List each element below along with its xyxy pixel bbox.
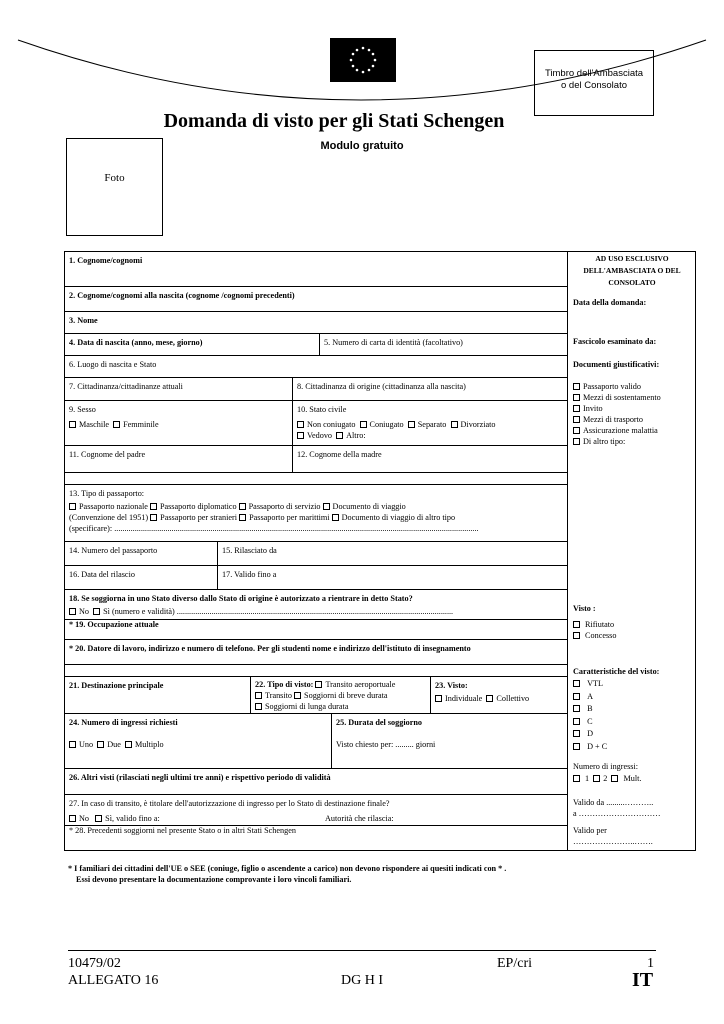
checkbox-icon[interactable] xyxy=(573,680,580,687)
field-23-label: 23. Visto: xyxy=(435,681,468,690)
field-5-label: 5. Numero di carta di identità (facoltativo) xyxy=(324,338,463,347)
checkbox-icon[interactable] xyxy=(573,693,580,700)
field-27-transit xyxy=(64,794,568,826)
entries-one-label: Uno xyxy=(79,740,94,749)
doc-valid-passport-option[interactable] xyxy=(573,381,661,392)
footer-annex: ALLEGATO 16 xyxy=(68,973,159,988)
sex-female-label: Femminile xyxy=(123,420,159,429)
field-19-occupation[interactable] xyxy=(64,619,568,640)
entries-mult-option[interactable] xyxy=(611,774,641,783)
checkbox-icon[interactable] xyxy=(297,421,304,428)
civil-widowed-option[interactable] xyxy=(297,431,332,440)
field-17-valid-until[interactable] xyxy=(217,565,568,590)
checkbox-icon[interactable] xyxy=(95,815,102,822)
sidebar-entries-label: Numero di ingressi: xyxy=(573,762,639,771)
sidebar-valid-for: Valido per xyxy=(573,826,607,835)
field-18-label: 18. Se soggiorna in uno Stato diverso dallo Stato di origine è autorizzato a rientrare in detto Stato? xyxy=(69,594,413,603)
checkbox-icon[interactable] xyxy=(573,383,580,390)
reentry-yes-label: Sì (numero e validità) ....................................................................................................................................... xyxy=(103,607,454,616)
sidebar-heading-line-1: AD USO ESCLUSIVO xyxy=(595,254,669,263)
page-subtitle: Modulo gratuito xyxy=(320,140,404,152)
sidebar-heading-line-2: DELL'AMBASCIATA O DEL xyxy=(583,266,681,275)
eu-flag-logo xyxy=(330,38,396,82)
checkbox-icon[interactable] xyxy=(573,730,580,737)
sidebar-heading xyxy=(568,253,696,289)
checkbox-icon[interactable] xyxy=(486,695,493,702)
entries-2-option[interactable] xyxy=(593,774,607,783)
visa-airport-transit-label: Transito aeroportuale xyxy=(325,680,396,689)
checkbox-icon[interactable] xyxy=(573,632,580,639)
passport-foreigners-label: Passaporto per stranieri xyxy=(160,513,238,522)
field-6-label: 6. Luogo di nascita e Stato xyxy=(69,360,157,369)
checkbox-icon[interactable] xyxy=(573,416,580,423)
checkbox-icon[interactable] xyxy=(69,421,76,428)
travel-document-option[interactable] xyxy=(323,502,406,511)
field-10-civil-status xyxy=(292,400,568,446)
civil-married-label: Coniugato xyxy=(369,420,404,429)
field-19-label: * 19. Occupazione attuale xyxy=(69,620,159,629)
field-1-label: 1. Cognome/cognomi xyxy=(69,256,143,265)
visa-refused-label: Rifiutato xyxy=(585,620,615,629)
field-11-father-surname[interactable] xyxy=(64,445,293,473)
footer-dg: DG H I xyxy=(341,973,383,988)
field-11-label: 11. Cognome del padre xyxy=(69,450,146,459)
footnote xyxy=(68,863,506,885)
civil-other-label: Altro: xyxy=(346,431,366,440)
doc-label: Di altro tipo: xyxy=(583,437,626,446)
checkbox-icon[interactable] xyxy=(255,703,262,710)
field-9-sex xyxy=(64,400,293,446)
transit-yes-label: Sì, valido fino a: xyxy=(105,814,160,823)
visa-long-stay-option[interactable] xyxy=(255,702,348,711)
visa-individual-option[interactable] xyxy=(435,694,482,703)
sidebar-visa-options xyxy=(573,619,616,641)
field-3-label: 3. Nome xyxy=(69,316,98,325)
entries-mult-label: Mult. xyxy=(623,774,642,783)
sex-male-label: Maschile xyxy=(79,420,110,429)
feature-d-option[interactable] xyxy=(573,728,607,741)
passport-service-label: Passaporto di servizio xyxy=(248,502,321,511)
transit-authority-label: Autorità che rilascia: xyxy=(325,814,394,823)
checkbox-icon[interactable] xyxy=(451,421,458,428)
transit-yes-option[interactable] xyxy=(95,814,160,823)
checkbox-icon[interactable] xyxy=(113,421,120,428)
footnote-line-1: * I familiari dei cittadini dell'UE o SEE (coniuge, figlio o ascendente a carico) non devono rispondere ai quesiti indicati con * . xyxy=(68,864,507,873)
field-16-label: 16. Data del rilascio xyxy=(69,570,135,579)
passport-foreigners-option[interactable] xyxy=(150,513,237,522)
field-26-label: 26. Altri visti (rilasciati negli ultimi tre anni) e rispettivo periodo di validità xyxy=(69,773,331,782)
checkbox-icon[interactable] xyxy=(573,394,580,401)
sidebar-docs-list xyxy=(573,381,661,447)
checkbox-icon[interactable] xyxy=(69,741,76,748)
field-14-passport-number[interactable] xyxy=(64,541,218,566)
checkbox-icon[interactable] xyxy=(332,514,339,521)
doc-invitation-option[interactable] xyxy=(573,403,661,414)
passport-seafarers-option[interactable] xyxy=(239,513,330,522)
visa-individual-label: Individuale xyxy=(445,694,483,703)
visa-granted-label: Concesso xyxy=(585,631,617,640)
field-3-name[interactable] xyxy=(64,311,568,334)
field-26-other-visas[interactable] xyxy=(64,768,568,795)
checkbox-icon[interactable] xyxy=(573,705,580,712)
checkbox-icon[interactable] xyxy=(573,743,580,750)
civil-separated-option[interactable] xyxy=(408,420,447,429)
checkbox-icon[interactable] xyxy=(573,438,580,445)
transit-no-label: No xyxy=(79,814,90,823)
sidebar-examined-by: Fascicolo esaminato da: xyxy=(573,337,657,346)
checkbox-icon[interactable] xyxy=(255,692,262,699)
checkbox-icon[interactable] xyxy=(408,421,415,428)
passport-national-option[interactable] xyxy=(69,502,148,511)
entries-multiple-label: Multiplo xyxy=(134,740,164,749)
visa-short-stay-option[interactable] xyxy=(294,691,387,700)
passport-diplomatic-option[interactable] xyxy=(150,502,237,511)
sidebar-valid-from[interactable]: Valido da .........……….. xyxy=(573,798,654,807)
entries-one-option[interactable] xyxy=(69,740,93,749)
visa-transit-label: Transito xyxy=(265,691,292,700)
field-21-label: 21. Destinazione principale xyxy=(69,681,164,690)
checkbox-icon[interactable] xyxy=(315,681,322,688)
field-8-origin-citizenship[interactable] xyxy=(292,377,568,401)
visa-collective-label: Collettivo xyxy=(496,694,530,703)
doc-label: Invito xyxy=(583,404,603,413)
field-12-mother-surname[interactable] xyxy=(292,445,568,473)
visa-long-stay-label: Soggiorni di lunga durata xyxy=(265,702,349,711)
passport-diplomatic-label: Passaporto diplomatico xyxy=(159,502,237,511)
field-21-destination[interactable] xyxy=(64,676,251,714)
passport-service-option[interactable] xyxy=(239,502,321,511)
field-18-reentry xyxy=(64,589,568,620)
footnote-line-2: Essi devono presentare la documentazione comprovante i loro vincoli familiari. xyxy=(76,875,352,884)
civil-unmarried-option[interactable] xyxy=(297,420,355,429)
transit-no-option[interactable] xyxy=(69,814,89,823)
field-15-issued-by[interactable] xyxy=(217,541,568,566)
other-document-option[interactable] xyxy=(332,513,455,522)
checkbox-icon[interactable] xyxy=(593,775,600,782)
civil-other-option[interactable] xyxy=(336,431,366,440)
duration-days-input[interactable]: Visto chiesto per: ......... giorni xyxy=(336,740,436,749)
other-document-label: Documento di viaggio di altro tipo xyxy=(341,513,456,522)
field-22-visa-type xyxy=(250,676,431,714)
passport-national-label: Passaporto nazionale xyxy=(79,502,148,511)
checkbox-icon[interactable] xyxy=(239,514,246,521)
field-20-employer[interactable] xyxy=(64,639,568,665)
field-4-birthdate[interactable] xyxy=(64,333,320,356)
feature-vtl-option[interactable] xyxy=(573,678,607,691)
feature-c-option[interactable] xyxy=(573,716,607,729)
reentry-yes-option[interactable] xyxy=(93,607,453,616)
field-7-citizenship[interactable] xyxy=(64,377,293,401)
sidebar-valid-to[interactable]: a ………………………… xyxy=(573,809,661,818)
field-1-surname[interactable] xyxy=(64,251,568,287)
field-24-entries xyxy=(64,713,332,769)
civil-separated-label: Separato xyxy=(417,420,447,429)
civil-married-option[interactable] xyxy=(360,420,404,429)
visa-short-stay-label: Soggiorni di breve durata xyxy=(304,691,388,700)
entries-1-label: 1 xyxy=(585,774,590,783)
checkbox-icon[interactable] xyxy=(573,621,580,628)
checkbox-icon[interactable] xyxy=(294,692,301,699)
doc-other-option[interactable] xyxy=(573,436,661,447)
checkbox-icon[interactable] xyxy=(435,695,442,702)
visa-granted-option[interactable] xyxy=(573,630,616,641)
sex-female-option[interactable] xyxy=(113,420,158,429)
field-4-label: 4. Data di nascita (anno, mese, giorno) xyxy=(69,338,203,347)
field-15-label: 15. Rilasciato da xyxy=(222,546,277,555)
sidebar-entries-options xyxy=(573,773,641,784)
field-6-birthplace[interactable] xyxy=(64,355,568,378)
footer-ref: EP/cri xyxy=(497,956,532,971)
checkbox-icon[interactable] xyxy=(150,503,157,510)
feature-label: B xyxy=(587,704,593,714)
field-17-label: 17. Valido fino a xyxy=(222,570,277,579)
reentry-no-option[interactable] xyxy=(69,607,89,616)
checkbox-icon[interactable] xyxy=(336,432,343,439)
doc-label: Mezzi di sostentamento xyxy=(583,393,661,402)
checkbox-icon[interactable] xyxy=(69,503,76,510)
field-2-birth-surname[interactable] xyxy=(64,286,568,312)
entries-2-label: 2 xyxy=(603,774,608,783)
entries-1-option[interactable] xyxy=(573,774,589,783)
passport-specify-line[interactable]: (specificare): .................................................................................................................................................................................. xyxy=(69,524,479,533)
field-14-label: 14. Numero del passaporto xyxy=(69,546,158,555)
feature-dc-option[interactable] xyxy=(573,741,607,754)
photo-label: Foto xyxy=(104,172,125,184)
checkbox-icon[interactable] xyxy=(573,427,580,434)
travel-document-label: Documento di viaggio xyxy=(332,502,406,511)
field-16-issue-date[interactable] xyxy=(64,565,218,590)
checkbox-icon[interactable] xyxy=(93,608,100,615)
field-28-label: * 28. Precedenti soggiorni nel presente Stato o in altri Stati Schengen xyxy=(69,826,296,835)
footer-doc-number: 10479/02 xyxy=(68,956,121,971)
feature-b-option[interactable] xyxy=(573,703,607,716)
field-5-id-number[interactable] xyxy=(319,333,568,356)
field-24-label: 24. Numero di ingressi richiesti xyxy=(69,718,178,727)
field-13-label: 13. Tipo di passaporto: xyxy=(69,489,145,498)
doc-label: Mezzi di trasporto xyxy=(583,415,644,424)
stamp-line-1: Timbro dell'Ambasciata xyxy=(544,68,644,79)
stamp-line-2: o del Consolato xyxy=(560,80,628,91)
doc-label: Passaporto valido xyxy=(583,382,641,391)
sidebar-features-list xyxy=(573,678,607,754)
field-23-visa-kind xyxy=(430,676,568,714)
civil-widowed-label: Vedovo xyxy=(307,431,333,440)
field-25-label: 25. Durata del soggiorno xyxy=(336,718,422,727)
feature-label: A xyxy=(587,691,594,701)
checkbox-icon[interactable] xyxy=(573,405,580,412)
field-27-label: 27. In caso di transito, è titolare dell'autorizzazione di ingresso per lo Stato di destinazione finale? xyxy=(69,799,390,808)
reentry-no-label: No xyxy=(79,607,90,616)
footer-rule xyxy=(68,950,656,951)
visa-refused-option[interactable] xyxy=(573,619,616,630)
feature-label: C xyxy=(587,716,593,726)
doc-insurance-option[interactable] xyxy=(573,425,661,436)
visa-airport-transit-option[interactable] xyxy=(315,680,395,689)
entries-multiple-option[interactable] xyxy=(125,740,164,749)
entries-two-label: Due xyxy=(107,740,121,749)
checkbox-icon[interactable] xyxy=(573,718,580,725)
feature-label: VTL xyxy=(587,679,604,688)
page-title: Domanda di visto per gli Stati Schengen xyxy=(163,110,505,132)
sidebar-supporting-docs: Documenti giustificativi: xyxy=(573,360,660,369)
checkbox-icon[interactable] xyxy=(150,514,157,521)
sidebar-application-date: Data della domanda: xyxy=(573,298,647,307)
field-25-duration xyxy=(331,713,568,769)
checkbox-icon[interactable] xyxy=(611,775,618,782)
field-20-label: * 20. Datore di lavoro, indirizzo e numero di telefono. Per gli studenti nome e indirizzo dell'istituto di insegnamento xyxy=(69,644,471,653)
feature-label: D xyxy=(587,729,594,739)
civil-divorced-label: Divorziato xyxy=(460,420,496,429)
checkbox-icon[interactable] xyxy=(323,503,330,510)
feature-a-option[interactable] xyxy=(573,691,607,704)
field-28-previous-stays[interactable] xyxy=(64,825,568,851)
civil-divorced-option[interactable] xyxy=(451,420,496,429)
sex-male-option[interactable] xyxy=(69,420,109,429)
checkbox-icon[interactable] xyxy=(97,741,104,748)
checkbox-icon[interactable] xyxy=(69,815,76,822)
entries-two-option[interactable] xyxy=(97,740,121,749)
sidebar-visa-label: Visto : xyxy=(573,604,596,613)
sidebar-valid-for-dots[interactable]: …………………..……. xyxy=(573,837,653,846)
checkbox-icon[interactable] xyxy=(573,775,580,782)
field-13-passport-type xyxy=(64,484,568,542)
feature-label: D + C xyxy=(587,741,608,751)
doc-transport-option[interactable] xyxy=(573,414,661,425)
sidebar-heading-line-3: CONSOLATO xyxy=(608,278,656,287)
visa-transit-option[interactable] xyxy=(255,691,292,700)
field-8-label: 8. Cittadinanza di origine (cittadinanza alla nascita) xyxy=(297,382,466,391)
checkbox-icon[interactable] xyxy=(297,432,304,439)
field-7-label: 7. Cittadinanza/cittadinanze attuali xyxy=(69,382,183,391)
field-9-label: 9. Sesso xyxy=(69,405,96,414)
civil-unmarried-label: Non coniugato xyxy=(307,420,356,429)
sidebar-visa-features: Caratteristiche del visto: xyxy=(573,667,660,676)
footer-page-number: 1 xyxy=(647,956,654,971)
embassy-stamp-box xyxy=(534,50,654,116)
passport-seafarers-label: Passaporto per marittimi xyxy=(249,513,330,522)
visa-collective-option[interactable] xyxy=(486,694,529,703)
checkbox-icon[interactable] xyxy=(360,421,367,428)
doc-label: Assicurazione malattia xyxy=(583,426,658,435)
field-2-label: 2. Cognome/cognomi alla nascita (cognome /cognomi precedenti) xyxy=(69,291,295,300)
checkbox-icon[interactable] xyxy=(69,608,76,615)
checkbox-icon[interactable] xyxy=(125,741,132,748)
field-22-label: 22. Tipo di visto: xyxy=(255,680,314,689)
checkbox-icon[interactable] xyxy=(239,503,246,510)
field-10-label: 10. Stato civile xyxy=(297,405,347,414)
photo-box xyxy=(66,138,163,236)
field-12-label: 12. Cognome della madre xyxy=(297,450,382,459)
footer-language: IT xyxy=(632,969,654,991)
doc-means-option[interactable] xyxy=(573,392,661,403)
convention-label: (Convenzione del 1951) xyxy=(69,513,149,522)
